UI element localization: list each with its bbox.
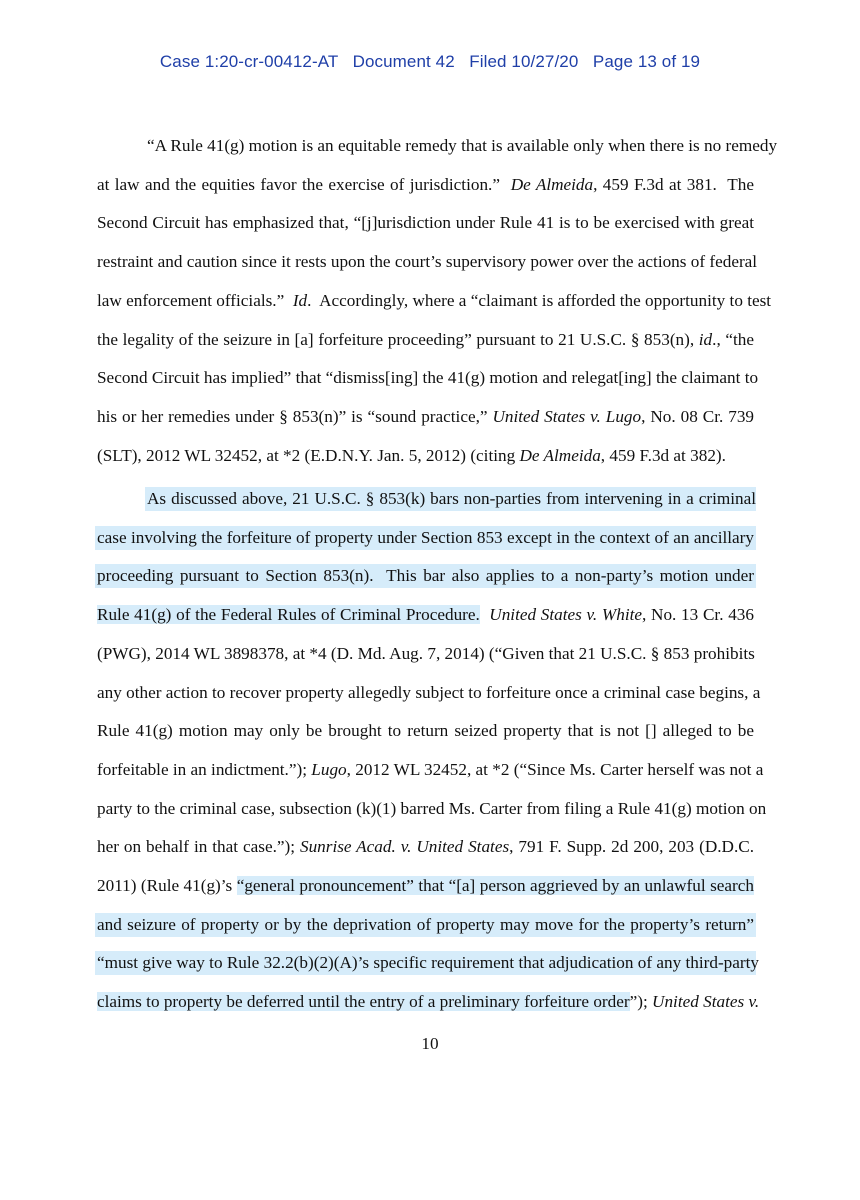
header-document-number: Document 42: [352, 52, 455, 71]
body-text-segment: ”);: [629, 992, 653, 1012]
body-text-segment: his or her remedies under § 853(n)” is “sound practice,”: [97, 406, 493, 426]
body-text-segment: (PWG), 2014 WL 3898378, at *4 (D. Md. Aug. 7, 2014) (“Given that 21 U.S.C. § 853 prohibits: [97, 643, 755, 663]
highlighted-text: As discussed above, 21 U.S.C. § 853(k) bars non-parties from intervening in a criminal: [147, 489, 756, 508]
body-text-segment: , 791 F. Supp. 2d 200, 203 (D.D.C.: [509, 837, 754, 857]
paragraph2-line: [97, 874, 754, 898]
paragraph2-line: [97, 797, 767, 821]
body-text-segment: , No. 08 Cr. 739: [641, 406, 755, 426]
body-text-segment: , No. 13 Cr. 436: [642, 605, 754, 625]
paragraph2-line: [95, 564, 756, 588]
body-text-segment: forfeitable in an indictment.”);: [97, 759, 312, 779]
body-text-segment: (SLT), 2012 WL 32452, at *2 (E.D.N.Y. Jan. 5, 2012) (citing: [97, 445, 520, 465]
body-text-segment: ., “the: [712, 329, 754, 349]
body-text-segment: Second Circuit has implied” that “dismiss[ing] the 41(g) motion and relegat[ing] the claimant to: [97, 368, 759, 388]
page-number: 10: [421, 1034, 439, 1053]
body-text-segment: any other action to recover property allegedly subject to forfeiture once a criminal case begins, a: [97, 682, 761, 702]
paragraph2-line: [97, 642, 754, 666]
citation-text: De Almeida: [510, 174, 594, 194]
body-text-segment: , 2012 WL 32452, at *2 (“Since Ms. Carter herself was not a: [346, 759, 764, 779]
paragraph1-line: [97, 173, 754, 197]
paragraph2-line: [97, 603, 754, 627]
citation-text: Sunrise Acad. v. United States: [299, 837, 510, 857]
body-text-segment: at law and the equities favor the exercise of jurisdiction.”: [97, 174, 511, 194]
paragraph1-line: [97, 366, 759, 390]
header-filed-date: Filed 10/27/20: [469, 52, 579, 71]
body-text-segment: restraint and caution since it rests upon the court’s supervisory power over the actions of federal: [97, 252, 758, 272]
paragraph2-line: [145, 487, 756, 511]
citation-text: United States v. Lugo: [492, 406, 642, 426]
paragraph2-line: [95, 951, 759, 975]
highlighted-text: Rule 41(g) of the Federal Rules of Criminal Procedure.: [97, 605, 480, 625]
citation-text: United States v.: [652, 992, 760, 1012]
body-text-segment: her on behalf in that case.”);: [97, 837, 300, 857]
body-text-segment: . Accordingly, where a “claimant is afforded the opportunity to test: [307, 290, 772, 310]
body-text-segment: 2011) (Rule 41(g)’s: [97, 876, 237, 895]
highlighted-text: case involving the forfeiture of property under Section 853 except in the context of an ancillary: [97, 527, 754, 547]
highlighted-text: proceeding pursuant to Section 853(n). This bar also applies to a non-party’s motion under: [97, 566, 754, 586]
citation-text: Id: [292, 290, 308, 310]
paragraph1-line: [97, 444, 754, 468]
body-text-segment: , 459 F.3d at 382).: [600, 445, 726, 465]
body-text-segment: “A Rule 41(g) motion is an equitable remedy that is available only when there is no remedy: [147, 136, 778, 155]
paragraph2-line: [97, 719, 754, 743]
highlighted-text: “general pronouncement” that “[a] person aggrieved by an unlawful search: [236, 876, 754, 895]
document-header: [0, 52, 860, 72]
citation-text: United States v. White: [489, 605, 643, 625]
header-page-count: Page 13 of 19: [592, 52, 701, 71]
paragraph1-line: [97, 211, 754, 235]
body-text-segment: the legality of the seizure in [a] forfeiture proceeding” pursuant to 21 U.S.C. § 853(n),: [97, 329, 699, 349]
paragraph2-line: [97, 835, 754, 859]
paragraph1-line: [97, 328, 754, 352]
highlighted-text: and seizure of property or by the deprivation of property may move for the property’s return”: [97, 914, 754, 934]
citation-text: De Almeida: [519, 445, 601, 465]
body-text-segment: law enforcement officials.”: [97, 290, 293, 310]
body-text-segment: party to the criminal case, subsection (k)(1) barred Ms. Carter from filing a Rule 41(g) motion on: [97, 798, 767, 818]
citation-text: id: [698, 329, 713, 349]
body-text-segment: , 459 F.3d at 381. The: [593, 174, 754, 194]
paragraph2-line: [97, 990, 760, 1014]
paragraph2-line: [97, 681, 761, 705]
body-text-segment: Second Circuit has emphasized that, “[j]urisdiction under Rule 41 is to be exercised with great: [97, 213, 754, 233]
paragraph2-line: [95, 913, 756, 937]
body-text-segment: Rule 41(g) motion may only be brought to return seized property that is not [] alleged to be: [97, 721, 754, 741]
paragraph1-line: [97, 250, 758, 274]
highlighted-text: “must give way to Rule 32.2(b)(2)(A)’s specific requirement that adjudication of any third-party: [97, 953, 759, 973]
body-text-segment: [480, 605, 489, 624]
paragraph2-line: [95, 526, 756, 550]
paragraph1-line: [97, 405, 754, 429]
highlighted-text: claims to property be deferred until the entry of a preliminary forfeiture order: [97, 992, 630, 1012]
paragraph2-line: [97, 758, 764, 782]
paragraph1-line: [97, 289, 772, 313]
paragraph1-line: [147, 134, 778, 158]
header-case-number: Case 1:20-cr-00412-AT: [159, 52, 339, 71]
citation-text: Lugo: [311, 759, 347, 779]
